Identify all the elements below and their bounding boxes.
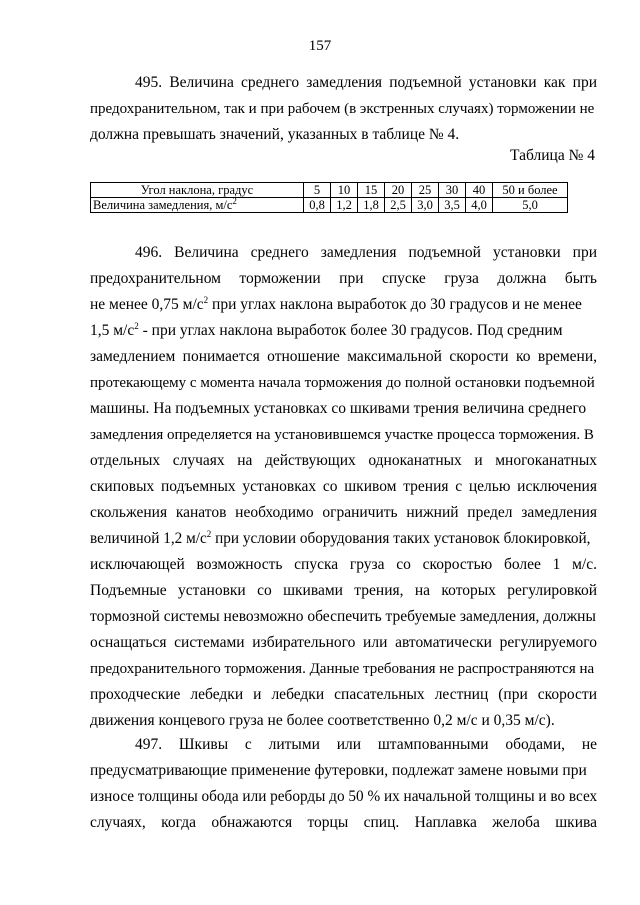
table-cell: 0,8 [304, 198, 331, 213]
table-row [91, 198, 568, 213]
table-header-cell [91, 195, 304, 213]
table-header-cell: Угол наклона, градус [91, 183, 304, 198]
table-cell: 4,0 [466, 198, 493, 213]
text-line: скольжения канатов необходимо ограничить нижний предел замедления [90, 504, 597, 521]
table-cell: 30 [439, 183, 466, 198]
text-span: - при углах наклона выработок более 30 градусов. Под средним [138, 322, 563, 339]
table-cell: 3,0 [412, 198, 439, 213]
table-cell: 10 [331, 183, 358, 198]
text-span: при условии оборудования таких установок блокировкой, [211, 530, 591, 547]
page-number: 157 [308, 38, 332, 54]
text-line [90, 292, 597, 318]
table-cell: 15 [358, 183, 385, 198]
text-span: при углах наклона выработок до 30 градусов и не менее [208, 296, 582, 313]
text-span: 1,5 м/с [90, 322, 135, 339]
text-line: отдельных случаях на действующих одноканатных и многоканатных [90, 452, 597, 469]
text-line: скиповых подъемных установках со шкивом трения с целью исключения [90, 478, 597, 495]
text-span: не менее 0,75 м/с [90, 296, 204, 313]
text-line: предохранительном торможении при спуске груза должна быть [90, 270, 597, 287]
text-line: Подъемные установки со шкивами трения, на которых регулировкой [90, 582, 597, 599]
text-line [90, 318, 597, 344]
table-cell: 1,8 [358, 198, 385, 213]
text-span: величиной 1,2 м/с [90, 530, 207, 547]
text-line: износе толщины обода или реборды до 50 % их начальной толщины и во всех [90, 788, 598, 805]
text-line: 497. Шкивы с литыми или штампованными ободами, не [135, 736, 597, 753]
table-row [91, 183, 568, 198]
table-cell: 2,5 [385, 198, 412, 213]
text-line: предусматривающие применение футеровки, подлежат замене новыми при [90, 762, 587, 779]
text-line: предохранительном, так и при рабочем (в экстренных случаях) торможении не [90, 101, 595, 117]
table-cell: 20 [385, 183, 412, 198]
paragraph-497 [90, 732, 597, 836]
table-cell: 5 [304, 183, 331, 198]
text-line [90, 526, 597, 552]
text-line: машины. На подъемных установках со шкивами трения величина среднего [90, 400, 587, 417]
superscript: 2 [203, 294, 209, 305]
table-cell: 25 [412, 183, 439, 198]
text-line: случаях, когда обнажаются торцы спиц. Наплавка желоба шкива [90, 814, 597, 831]
text-line: предохранительного торможения. Данные требования не распространяются на [90, 661, 595, 677]
text-line: движения концевого груза не более соответственно 0,2 м/с и 0,35 м/с). [90, 712, 555, 729]
row-label: Величина замедления, м/с [93, 198, 233, 212]
text-line: протекающему с момента начала торможения до полной остановки подъемной [90, 375, 595, 391]
table-caption: Таблица № 4 [510, 147, 595, 164]
text-line: 496. Величина среднего замедления подъемной установки при [135, 244, 597, 261]
deceleration-table [90, 182, 568, 213]
text-line: должна превышать значений, указанных в таблице № 4. [90, 126, 460, 143]
table-cell: 50 и более [493, 183, 568, 198]
text-line: проходческие лебедки и лебедки спасательных лестниц (при скорости [90, 686, 597, 703]
superscript: 2 [134, 320, 139, 331]
text-line: оснащаться системами избирательного или автоматически регулируемого [90, 634, 597, 651]
text-line: замедления определяется на установившемся участке процесса торможения. В [90, 427, 594, 443]
paragraph-495 [90, 70, 597, 148]
table-cell: 40 [466, 183, 493, 198]
text-line: 495. Величина среднего замедления подъемной установки как при [135, 74, 597, 91]
table-cell: 5,0 [493, 198, 568, 213]
text-line: исключающей возможность спуска груза со скоростью более 1 м/с. [90, 556, 597, 573]
table-cell: 1,2 [331, 198, 358, 213]
table-cell: 3,5 [439, 198, 466, 213]
text-line: тормозной системы невозможно обеспечить требуемые замедления, должны [90, 608, 596, 625]
superscript: 2 [232, 195, 237, 206]
superscript: 2 [206, 528, 212, 539]
paragraph-496 [90, 240, 597, 734]
text-line: замедлением понимается отношение максимальной скорости ко времени, [90, 348, 597, 365]
